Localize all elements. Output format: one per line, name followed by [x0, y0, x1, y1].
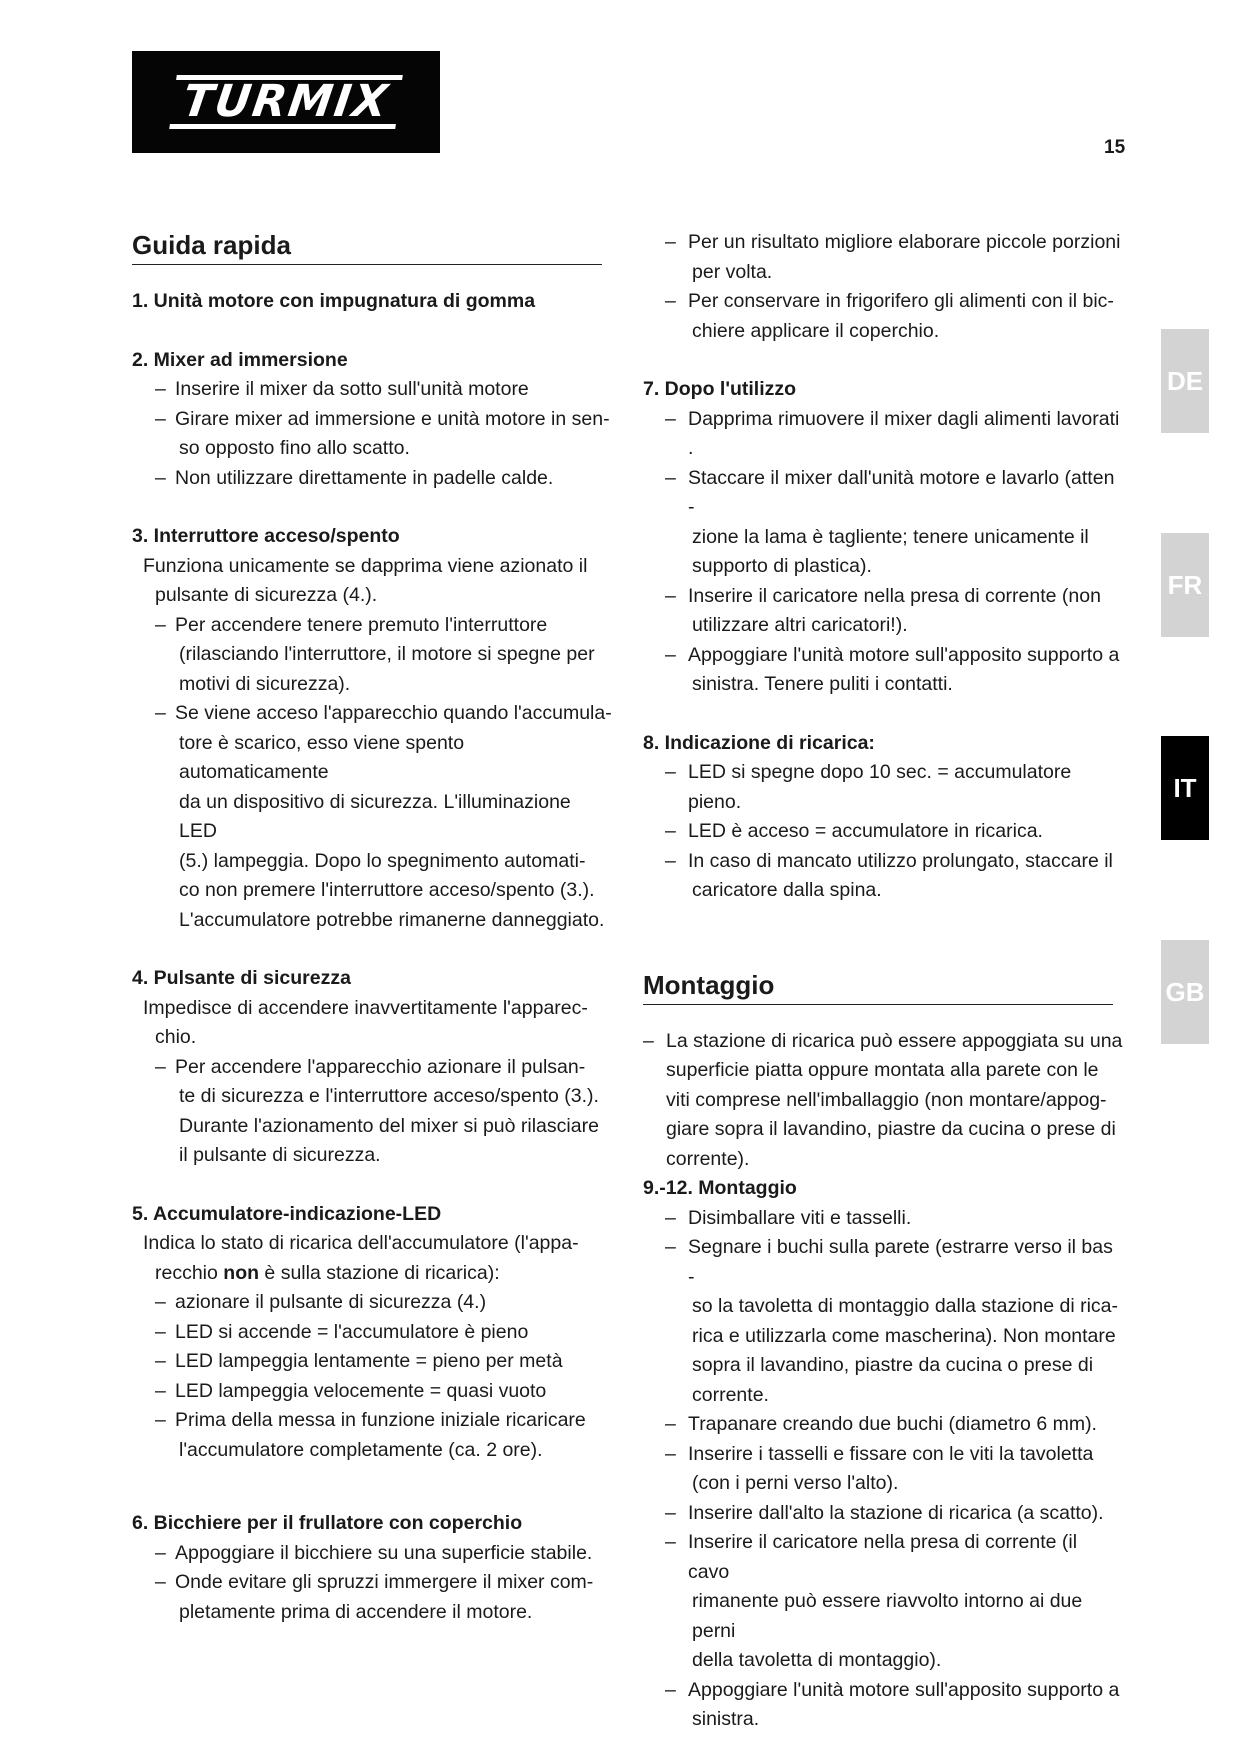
page-number: 15 — [1104, 137, 1126, 158]
list-item: – Appoggiare l'unità motore sull'apposito supporto a sinistra. — [665, 1678, 1120, 1730]
s3-heading: 3. Interruttore acceso/spento — [132, 525, 400, 547]
logo-text: TURMIX — [169, 75, 402, 129]
list-item: – Inserire il caricatore nella presa di corrente (il cavo rimanente può essere riavvolto intorno ai due perni della tavoletta di montaggio). — [665, 1531, 1083, 1671]
list-item: – Girare mixer ad immersione e unità motore in sen- so opposto fino allo scatto. — [155, 407, 610, 459]
list-item: – azionare il pulsante di sicurezza (4.) — [155, 1291, 487, 1313]
left-column — [132, 228, 612, 1627]
section-title-guida: Guida rapida — [132, 228, 602, 265]
list-item: – Prima della messa in funzione iniziale ricaricare l'accumulatore completamente (ca. 2 ore). — [155, 1409, 586, 1461]
list-item: – Onde evitare gli spruzzi immergere il mixer com- pletamente prima di accendere il motore. — [155, 1571, 594, 1623]
s6-cont-list — [643, 228, 1123, 346]
list-item: – Disimballare viti e tasselli. — [665, 1206, 912, 1229]
list-item: – Staccare il mixer dall'unità motore e lavarlo (atten - zione la lama è tagliente; tenere unicamente il supporto di plastica). — [665, 466, 1115, 577]
s2-heading: 2. Mixer ad immersione — [132, 348, 348, 371]
list-item: – Dapprima rimuovere il mixer dagli alimenti lavorati . — [665, 407, 1120, 459]
list-item: – LED lampeggia velocemente = quasi vuoto — [155, 1379, 547, 1402]
lang-tab-gb[interactable]: GB — [1161, 940, 1209, 1044]
right-column — [643, 228, 1123, 1735]
list-item: – In caso di mancato utilizzo prolungato, staccare il caricatore dalla spina. — [665, 849, 1113, 901]
s3-list — [132, 611, 612, 936]
list-item: – LED è acceso = accumulatore in ricarica. — [665, 820, 1043, 842]
s8-list — [643, 758, 1123, 906]
s4-intro: Impedisce di accendere inavvertitamente l'apparec- chio. — [143, 996, 588, 1048]
s1-heading: 1. Unità motore con impugnatura di gomma — [132, 290, 536, 312]
list-item: – Per conservare in frigorifero gli alimenti con il bic- chiere applicare il coperchio. — [665, 290, 1114, 342]
s4-list — [132, 1053, 612, 1171]
s8-heading: 8. Indicazione di ricarica: — [643, 731, 875, 754]
list-item: – Per accendere l'apparecchio azionare il pulsan- te di sicurezza e l'interruttore acceso/spento (3.). Durante l'azionamento del mixer si può rilasciare il pulsante di sicurezza. — [155, 1055, 599, 1166]
lang-tab-it[interactable]: IT — [1161, 736, 1209, 840]
s2-list — [132, 375, 612, 493]
s3-intro: Funziona unicamente se dapprima viene azionato il pulsante di sicurezza (4.). — [143, 554, 588, 606]
list-item: – Appoggiare l'unità motore sull'apposito supporto a sinistra. Tenere puliti i contatti. — [665, 643, 1120, 695]
list-item: – Se viene acceso l'apparecchio quando l'accumula- tore è scarico, esso viene spento automaticamente da un dispositivo di sicurezza. L'illuminazione LED (5.) lampeggia. Dopo lo spegnimento automati- co non premere l'interruttore acceso/spento (3.). L'accumulatore potrebbe rimanerne danneggiato. — [155, 702, 612, 931]
s5-heading: 5. Accumulatore-indicazione-LED — [132, 1202, 442, 1225]
list-item: – LED si spegne dopo 10 sec. = accumulatore pieno. — [665, 761, 1072, 813]
list-item: – Inserire dall'alto la stazione di ricarica (a scatto). — [665, 1501, 1104, 1524]
montaggio-top-list — [643, 1027, 1123, 1175]
montaggio-heading: 9.-12. Montaggio — [643, 1177, 797, 1199]
list-item: – Trapanare creando due buchi (diametro 6 mm). — [665, 1413, 1097, 1435]
list-item: – Non utilizzare direttamente in padelle calde. — [155, 466, 554, 489]
brand-logo — [132, 51, 440, 153]
lang-tab-de[interactable]: DE — [1161, 329, 1209, 433]
s7-list — [643, 405, 1123, 700]
s5-list — [132, 1288, 612, 1465]
s6-heading: 6. Bicchiere per il frullatore con coperchio — [132, 1512, 523, 1534]
list-item: – Inserire il mixer da sotto sull'unità motore — [155, 378, 529, 400]
montaggio-list — [643, 1204, 1123, 1735]
s6-list — [132, 1539, 612, 1628]
list-item: – Segnare i buchi sulla parete (estrarre verso il bas - so la tavoletta di montaggio dalla stazione di rica- rica e utilizzarla come mascherina). Non montare sopra il lavandino, piastre da cucina o prese di corrente. — [665, 1236, 1118, 1406]
s7-heading: 7. Dopo l'utilizzo — [643, 378, 797, 400]
list-item: – Per un risultato migliore elaborare piccole porzioni per volta. — [665, 231, 1121, 283]
list-item: – Per accendere tenere premuto l'interruttore (rilasciando l'interruttore, il motore si spegne per motivi di sicurezza). — [155, 613, 595, 695]
s4-heading: 4. Pulsante di sicurezza — [132, 967, 351, 989]
list-item: – La stazione di ricarica può essere appoggiata su una superficie piatta oppure montata alla parete con le viti comprese nell'imballaggio (non montare/appog- giare sopra il lavandino, piastre da cucina o prese di corrente). — [643, 1029, 1123, 1170]
list-item: – LED si accende = l'accumulatore è pieno — [155, 1320, 529, 1343]
list-item: – LED lampeggia lentamente = pieno per metà — [155, 1350, 563, 1372]
section-title-montaggio: Montaggio — [643, 968, 1113, 1005]
list-item: – Appoggiare il bicchiere su una superficie stabile. — [155, 1541, 593, 1564]
s5-intro: Indica lo stato di ricarica dell'accumulatore (l'appa- recchio non è sulla stazione di ricarica): — [143, 1232, 579, 1284]
lang-tab-fr[interactable]: FR — [1161, 533, 1209, 637]
list-item: – Inserire il caricatore nella presa di corrente (non utilizzare altri caricatori!). — [665, 584, 1101, 636]
list-item: – Inserire i tasselli e fissare con le viti la tavoletta (con i perni verso l'alto). — [665, 1442, 1094, 1494]
